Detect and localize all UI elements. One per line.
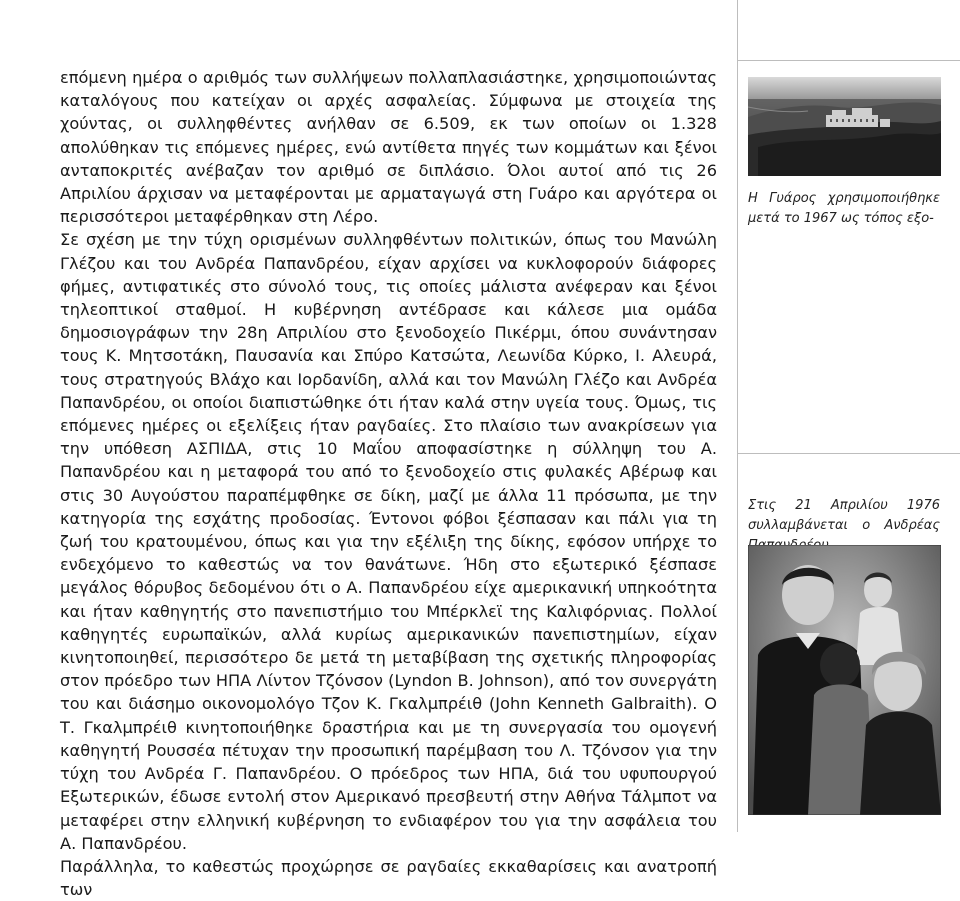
- column-divider: [737, 0, 738, 832]
- gyaros-photo: [748, 77, 941, 176]
- paragraph-2: Σε σχέση με την τύχη ορισμένων συλληφθέντων πολιτικών, όπως του Μανώλη Γλέζου και του Ανδρέα Παπανδρέου, είχαν αρχίσει να κυκλοφορούν διάφορες φήμες, αντιφατικές στο σύνολό τους, τις οποίες μάλιστα ανέφεραν και ξένοι τηλεοπτικοί σταθμοί. Η κυβέρνηση αντέδρασε και κάλεσε μια ομάδα δημοσιογράφων την 28η Απριλίου στο ξενοδοχείο Πικέρμι, όπου συνάντησαν τους Κ. Μητσοτάκη, Παυσανία και Σπύρο Κατσώτα, Λεωνίδα Κύρκο, Ι. Αλευρά, τους στρατηγούς Βλάχο και Ιορδανίδη, αλλά και τον Μανώλη Γλέζο και Ανδρέα Παπανδρέου, οι οποίοι διαπιστώθηκε ότι ήταν καλά στην υγεία τους. Όμως, τις επόμενες ημέρες οι εξελίξεις ήταν ραγδαίες. Στο πλαίσιο των ανακρίσεων για την υπόθεση ΑΣΠΙΔΑ, στις 10 Μαΐου αποφασίστηκε η σύλληψη του Α. Παπανδρέου και η μεταφορά του από το ξενοδοχείο στις φυλακές Αβέρωφ και στις 30 Αυγούστου παραπέμφθηκε σε δίκη, μαζί με άλλα 11 πρόσωπα, με την κατηγορία της εσχάτης προδοσίας. Έντονοι φόβοι ξέσπασαν και πάλι για τη ζωή του κρατουμένου, όπως και για την εξέλιξη της δίκης, εφόσον υπήρχε το ενδεχόμενο το καθεστώς να τον θανάτωνε. Ήδη στο εξωτερικό ξέσπασε μεγάλος θόρυβος δεδομένου ότι ο Α. Παπανδρέου είχε αμερικανική υπηκοότητα και ήταν καθηγητής στο πανεπιστήμιο του Μπέρκλεϊ της Καλιφόρνιας. Πολλοί καθηγητές ευρωπαϊκών, αλλά κυρίως αμερικανικών πανεπιστημίων, είχαν κινητοποιηθεί, περισσότερο δε μετά τη μεταβίβαση της σχετικής πληροφορίας στον πρόεδρο των ΗΠΑ Λίντον Τζόνσον (Lyndon B. Johnson), από τον συνεργάτη του και διάσημο οικονομολόγο Τζον Κ. Γκαλμπρέιθ (John Kenneth Galbraith). Ο Τ. Γκαλμπρέιθ κινητοποιήθηκε δραστήρια και με τη συνεργασία του ομογενή καθηγητή Ρουσσέα πέτυχαν την προσωπική παρέμβαση του Λ. Τζόνσον για την τύχη του Ανδρέα Γ. Παπανδρέου. Ο πρόεδρος των ΗΠΑ, διά του υφυπουργού Εξωτερικών, έδωσε εντολή στον Αμερικανό πρεσβευτή στην Αθήνα Τάλμποτ να μεταφέρει στην ελληνική κυβέρνηση το ενδιαφέρον του για την ασφάλεια του Α. Παπανδρέου.: [60, 230, 717, 853]
- papandreou-photo: [748, 545, 941, 815]
- paragraph-1: επόμενη ημέρα ο αριθμός των συλλήψεων πολλαπλασιάστηκε, χρησιμοποιώντας καταλόγους που κατείχαν οι αρχές ασφαλείας. Σύμφωνα με στοιχεία της χούντας, οι συλληφθέντες ανήλθαν σε 6.509, εκ των οποίων οι 1.328 απολύθηκαν τις επόμενες ημέρες, ενώ αντίθετα πηγές των κομμάτων και ξένοι ανταποκριτές ανέβαζαν τον αριθμό σε διπλάσιο. Όλοι αυτοί από τις 26 Απριλίου άρχισαν να μεταφέρονται με αρματαγωγά στη Γυάρο και αργότερα οι περισσότεροι μεταφέρθηκαν στη Λέρο.: [60, 68, 717, 227]
- caption-gyaros: Η Γυάρος χρησιμοποιήθηκε μετά το 1967 ως τόπος εξο-: [748, 191, 940, 226]
- paragraph-3: Παράλληλα, το καθεστώς προχώρησε σε ραγδαίες εκκαθαρίσεις και ανατροπή των: [60, 856, 717, 900]
- main-text-column: [60, 66, 717, 901]
- caption-papandreou: Στις 21 Απριλίου 1976 συλλαμβάνεται ο Ανδρέας: [748, 498, 940, 533]
- sidebar-top-rule: [737, 60, 960, 61]
- sidebar-mid-rule: [737, 453, 960, 454]
